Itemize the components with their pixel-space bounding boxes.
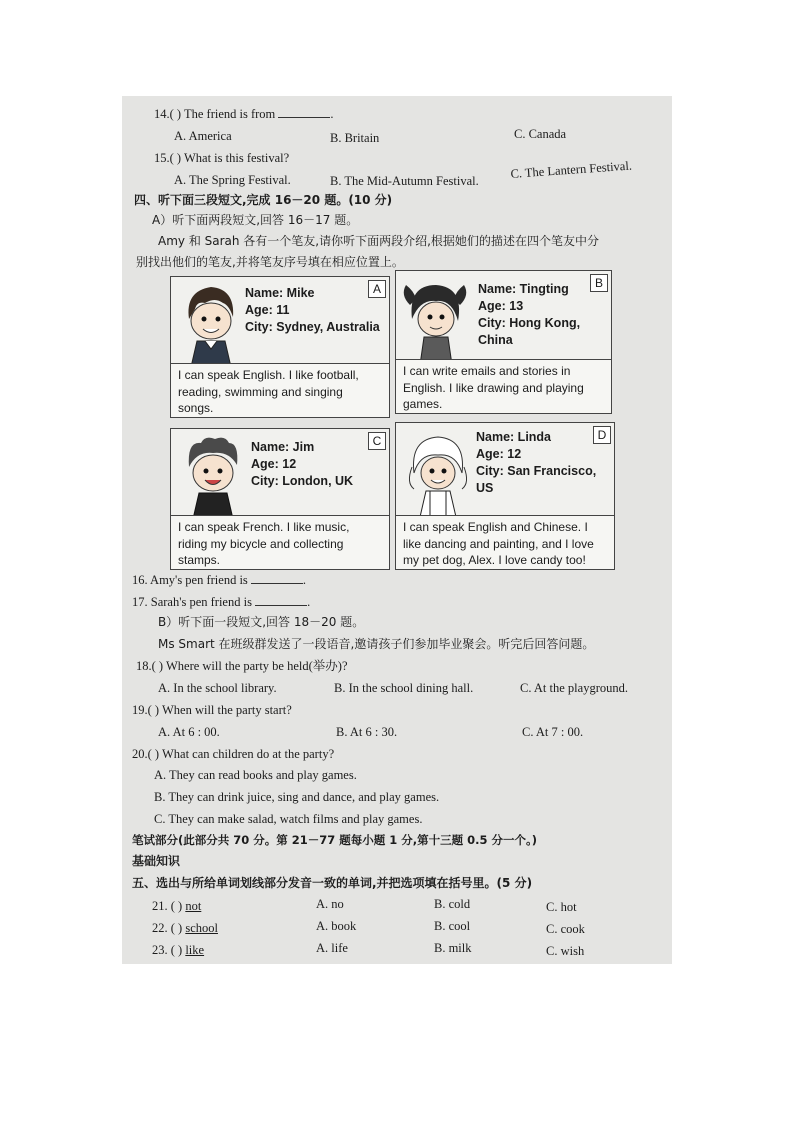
card-b-letter: B (590, 274, 608, 292)
q14-option-a: A. America (174, 129, 232, 143)
q14-option-b: B. Britain (330, 131, 380, 145)
card-a-city: City: Sydney, Australia (245, 320, 380, 334)
part-a-intro-line2: 别找出他们的笔友,并将笔友序号填在相应位置上。 (136, 255, 404, 269)
q15-option-a: A. The Spring Festival. (174, 173, 291, 187)
q20-option-a: A. They can read books and play games. (154, 768, 357, 782)
q15-option-b: B. The Mid-Autumn Festival. (330, 174, 479, 188)
card-c-letter: C (368, 432, 386, 450)
q19-option-a: A. At 6 : 00. (158, 725, 220, 739)
q23-stem: 23. ( ) like (152, 943, 205, 957)
boy-cartoon-icon (177, 431, 247, 519)
card-a-letter: A (368, 280, 386, 298)
card-a-age: Age: 11 (245, 303, 290, 317)
written-part-heading: 笔试部分(此部分共 70 分。第 21－77 题每小题 1 分,第十三题 0.5 分一个。) (132, 833, 538, 847)
pen-friend-card-a (170, 276, 390, 418)
girl-cartoon-icon (402, 427, 472, 517)
card-b-city: City: Hong Kong, (478, 316, 581, 330)
pen-friend-card-d (395, 422, 615, 570)
q22-stem: 22. ( ) school (152, 921, 218, 935)
answer-blank (278, 107, 330, 118)
card-c-description: I can speak French. I like music, riding my bicycle and collecting stamps. (171, 515, 389, 569)
card-b-name: Name: Tingting (478, 282, 569, 296)
exam-page (122, 96, 672, 964)
q20-option-c: C. They can make salad, watch films and play games. (154, 812, 423, 826)
pen-friend-card-b (395, 270, 612, 414)
q19-stem: 19.( ) When will the party start? (132, 703, 292, 717)
section4-title: 四、听下面三段短文,完成 16－20 题。(10 分) (134, 193, 393, 207)
q19-option-b: B. At 6 : 30. (336, 725, 398, 739)
part-b-intro: Ms Smart 在班级群发送了一段语音,邀请孩子们参加毕业聚会。听完后回答问题。 (158, 637, 595, 651)
q21-option-a: A. no (316, 897, 344, 911)
q23-option-b: B. milk (434, 941, 472, 955)
pen-friend-card-c (170, 428, 390, 570)
q18-option-a: A. In the school library. (158, 681, 277, 695)
basic-knowledge-heading: 基础知识 (132, 854, 181, 868)
q21-option-b: B. cold (434, 897, 471, 911)
card-a-name: Name: Mike (245, 286, 315, 300)
q15-stem: 15.( ) What is this festival? (154, 151, 290, 165)
answer-blank (251, 573, 303, 584)
q22-option-c: C. cook (546, 922, 585, 936)
q18-option-b: B. In the school dining hall. (334, 681, 474, 695)
card-c-age: Age: 12 (251, 457, 297, 471)
card-a-description: I can speak English. I like football, reading, swimming and singing songs. (171, 363, 389, 417)
card-d-age: Age: 12 (476, 447, 522, 461)
boy-cartoon-icon (175, 279, 245, 367)
card-d-city-line2: US (476, 481, 494, 495)
q16-stem: 16. Amy's pen friend is . (132, 573, 307, 587)
answer-blank (255, 595, 307, 606)
q17-stem: 17. Sarah's pen friend is . (132, 595, 311, 609)
q14-stem: 14.( ) The friend is from . (154, 107, 334, 121)
q19-option-c: C. At 7 : 00. (522, 725, 584, 739)
q22-option-b: B. cool (434, 919, 471, 933)
card-b-age: Age: 13 (478, 299, 524, 313)
q14-option-c: C. Canada (514, 127, 567, 141)
girl-cartoon-icon (400, 275, 470, 365)
card-d-description: I can speak English and Chinese. I like dancing and painting, and I love my pet dog, Alex. I love candy too! (396, 515, 614, 569)
card-b-city-line2: China (478, 333, 513, 347)
q21-option-c: C. hot (546, 900, 577, 914)
card-c-name: Name: Jim (251, 440, 315, 454)
q23-option-a: A. life (316, 941, 348, 955)
q23-option-c: C. wish (546, 944, 585, 958)
q20-option-b: B. They can drink juice, sing and dance, and play games. (154, 790, 440, 804)
section5-title: 五、选出与所给单词划线部分发音一致的单词,并把选项填在括号里。(5 分) (132, 876, 533, 890)
q15-option-c: C. The Lantern Festival. (510, 158, 633, 181)
card-c-city: City: London, UK (251, 474, 354, 488)
card-d-name: Name: Linda (476, 430, 552, 444)
q22-option-a: A. book (316, 919, 357, 933)
q21-stem: 21. ( ) not (152, 899, 202, 913)
part-a-intro-line1: Amy 和 Sarah 各有一个笔友,请你听下面两段介绍,根据她们的描述在四个笔友中分 (158, 234, 599, 248)
card-d-letter: D (593, 426, 611, 444)
q20-stem: 20.( ) What can children do at the party? (132, 747, 335, 761)
card-b-description: I can write emails and stories in English. I like drawing and playing games. (396, 359, 611, 413)
card-d-city: City: San Francisco, (476, 464, 597, 478)
part-b-heading: B）听下面一段短文,回答 18－20 题。 (158, 615, 365, 629)
part-a-heading: A）听下面两段短文,回答 16－17 题。 (152, 213, 359, 227)
q18-option-c: C. At the playground. (520, 681, 628, 695)
q18-stem: 18.( ) Where will the party be held(举办)? (136, 659, 348, 673)
